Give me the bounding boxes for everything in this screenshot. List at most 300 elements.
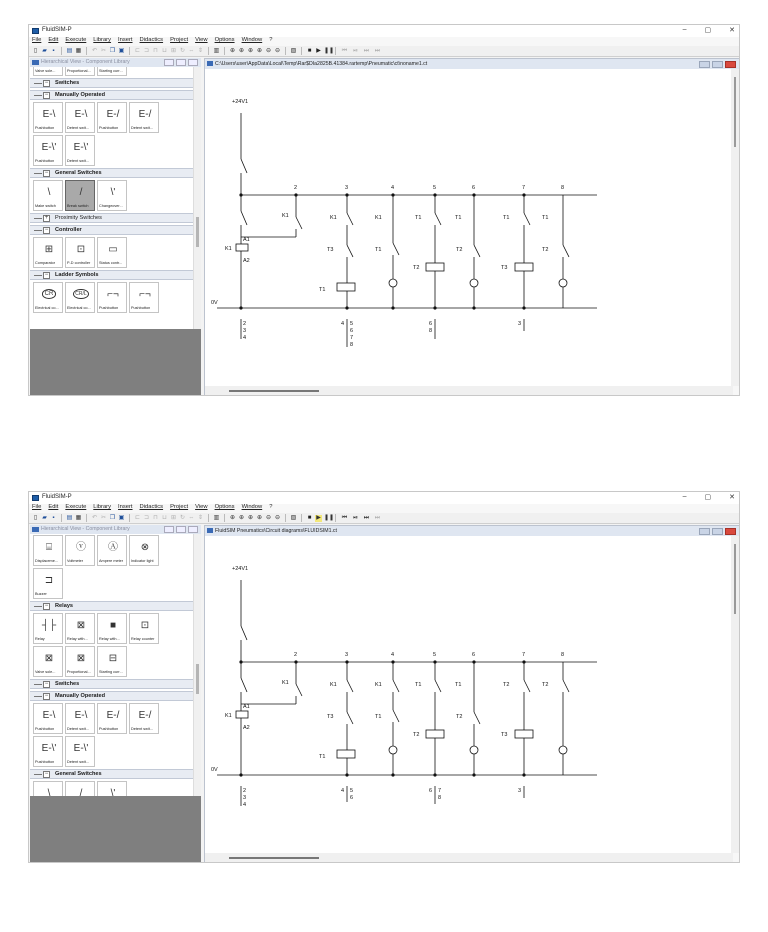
pid-controller-icon: ⊡ [76,244,86,255]
rung-number: 8 [561,185,565,191]
electrical-coil-tile[interactable]: CR/L Electrical co... [65,282,95,313]
circuit-file-path: FluidSIM Pneumatics\Circuit diagrams\FLUIDSIM1.ct [215,528,337,534]
open-icon[interactable]: ▰ [42,514,47,521]
pushbutton-tile[interactable]: E-/ Pushbutton [97,703,127,734]
menu-window[interactable]: Window [241,504,263,510]
single-step-icon[interactable]: ⏯ [353,47,358,54]
starting-current-icon: ⊟ [108,653,118,664]
circuit-doc-icon [207,61,213,66]
displacement-icon: ⌸ [46,542,52,553]
detent-switch-icon: E-\ [74,109,88,120]
toolbar-separator [129,47,130,55]
timer-label-t2: T2 [413,265,420,271]
ampere-meter-icon: Ⓐ [108,542,118,553]
electrical-coil-tile[interactable]: CR Electrical co... [33,282,63,313]
library-title-bar [30,58,201,67]
library-section-ladder[interactable]: − Ladder Symbols [30,270,193,280]
copy-icon[interactable]: ❐ [109,514,116,521]
single-step-icon[interactable]: ⏯ [353,514,358,521]
pushbutton-changeover-tile[interactable]: E-\' Pushbutton [33,135,63,166]
pushbutton-break-icon: E-/ [106,710,120,721]
library-section-relays[interactable]: − Relays [30,601,193,611]
coil-label-k1: K1 [225,713,232,719]
align-center-icon[interactable]: ⊐ [143,47,150,54]
zoom-previous-icon[interactable]: ⊖ [274,514,281,521]
flip-icon[interactable]: ⇔ [188,47,195,54]
maximize-button[interactable]: ▢ [704,27,712,34]
cross-ref: 4 [243,335,247,341]
check-drawing-icon[interactable]: ▧ [290,47,297,54]
buzzer-icon: ⊐ [44,575,54,586]
cross-ref: 7 [438,788,442,794]
rung-number: 4 [391,185,395,191]
app-icon [32,495,39,501]
step-mode-icon[interactable]: ⏭ [374,47,381,54]
break-switch-tile[interactable] [65,781,95,796]
align-bottom-icon[interactable]: ⊔ [162,514,167,521]
align-bottom-icon[interactable]: ⊔ [162,47,167,54]
library-tile[interactable]: Valve sole... [33,67,63,76]
status-controller-icon: ▭ [108,244,118,255]
break-switch-tile[interactable]: / Break switch [65,180,95,211]
library-minimize-button[interactable] [164,526,174,533]
preview-icon[interactable]: ▤ [66,47,73,54]
library-tile[interactable]: Proportional... [65,67,95,76]
comparator-tile[interactable]: ⊞ Comparator [33,237,63,268]
paste-icon[interactable]: ▣ [118,514,125,521]
make-switch-icon: \ [47,187,51,198]
simulate-until-state-icon[interactable]: ⏭ [363,47,370,54]
component-library-panel [30,58,201,396]
contact-label-k1: K1 [330,682,337,688]
menu-execute[interactable]: Execute [65,504,87,510]
zoom-fit-icon[interactable]: ⊕ [238,514,245,521]
zoom-window-icon[interactable]: ⊕ [247,514,254,521]
cross-ref: 4 [243,802,247,808]
menu-bar [29,37,739,46]
valve-solenoid-icon: ⊠ [44,653,54,664]
menu-view[interactable]: View [195,37,208,43]
circuit-canvas[interactable] [205,69,733,386]
toolbar-separator [208,514,209,522]
library-minimize-button[interactable] [164,59,174,66]
rotate-icon[interactable]: ↻ [179,47,186,54]
title-bar [29,492,739,504]
buzzer-tile[interactable]: ⊐ Buzzer [33,568,63,599]
contact-label-k1: K1 [330,215,337,221]
pause-icon[interactable]: ❚❚ [324,47,335,54]
library-icon [32,60,39,65]
library-section-general-switches[interactable]: − General Switches [30,168,193,178]
ladder-diagram [205,69,733,386]
comparator-icon: ⊞ [44,244,54,255]
coil-terminal-a2: A2 [243,258,250,264]
rung-number: 2 [294,652,298,658]
rung-number: 8 [561,652,565,658]
circuit-title-bar [205,526,739,536]
reset-icon[interactable]: ⏮ [341,47,348,54]
cross-ref: 6 [350,328,354,334]
grid-icon[interactable]: ⊞ [170,514,177,521]
save-icon[interactable]: ▪ [52,514,55,521]
menu-help[interactable]: ? [269,504,273,510]
circuit-restore-button[interactable] [712,528,723,535]
library-scrollbar[interactable] [193,534,201,796]
pushbutton-icon: E-\ [42,710,56,721]
break-switch-icon: / [79,788,83,796]
break-switch-icon: / [79,187,83,198]
cross-ref: 3 [518,788,522,794]
cross-ref: 2 [243,321,247,327]
timer-label-t3: T3 [501,732,508,738]
library-empty-area [30,796,201,863]
library-restore-button[interactable] [176,526,186,533]
relay-on-delay-icon: ⊠ [76,620,86,631]
library-section-manually-operated[interactable]: − Manually Operated [30,90,193,100]
contact-label-t1: T1 [542,215,549,221]
minimize-button[interactable]: – [682,26,687,33]
contact-label-t1: T1 [455,215,462,221]
pushbutton-ladder-tile[interactable]: ⌐¬ Pushbutton [129,282,159,313]
indicator-light-tile[interactable]: ⊗ Indicator light [129,535,159,566]
cross-ref: 5 [350,321,354,327]
library-restore-button[interactable] [176,59,186,66]
relay-switch-off-delay-tile[interactable]: ■ Relay with... [97,613,127,644]
library-section-proximity[interactable]: + Proximity Switches [30,213,193,223]
cross-ref: 6 [429,788,433,794]
pushbutton-tile[interactable]: E-/ Pushbutton [97,102,127,133]
detent-switch-break-icon: E-/ [138,710,152,721]
rotate-icon[interactable]: ↻ [179,514,186,521]
timer-label-t1: T1 [319,287,326,293]
circuit-horizontal-scrollbar[interactable] [205,853,733,862]
menu-library[interactable]: Library [93,504,112,510]
properties-icon[interactable]: ▥ [213,514,220,521]
stop-icon[interactable]: ■ [307,514,312,521]
menu-bar [29,504,739,513]
component-library-panel [30,525,201,863]
cross-ref: 5 [350,788,354,794]
detent-changeover-icon: E-\' [73,743,89,754]
toolbar-separator [224,514,225,522]
rung-number: 5 [433,185,437,191]
title-bar [29,25,739,37]
displacement-tile[interactable]: ⌸ Displaceme... [33,535,63,566]
cut-icon[interactable]: ✂ [100,47,107,54]
toolbar-separator [301,514,302,522]
ladder-diagram [205,536,733,853]
timer-label-t1: T1 [319,754,326,760]
make-switch-tile[interactable] [33,781,63,796]
circuit-canvas[interactable] [205,536,733,853]
reset-icon[interactable]: ⏮ [341,514,348,521]
cross-ref: 6 [350,795,354,801]
new-icon[interactable]: ▯ [33,47,38,54]
menu-help[interactable]: ? [269,37,273,43]
toolbar-separator [208,47,209,55]
ladder-pushbutton-icon: ⌐¬ [139,289,151,300]
menu-insert[interactable]: Insert [118,37,133,43]
contact-label-k1: K1 [282,680,289,686]
zoom-out-icon[interactable]: ⊖ [265,514,272,521]
align-top-icon[interactable]: ⊓ [153,47,158,54]
coil-icon: CR [34,285,64,304]
contact-label-t2: T2 [456,247,463,253]
contact-label-t2: T2 [503,682,510,688]
menu-options[interactable]: Options [214,37,235,43]
simulate-until-state-icon[interactable]: ⏭ [363,514,370,521]
coil-label-k1: K1 [225,246,232,252]
menu-project[interactable]: Project [170,37,189,43]
rung-number: 6 [472,185,476,191]
properties-icon[interactable]: ▥ [213,47,220,54]
screenshot-2 [28,491,740,863]
circuit-minimize-button[interactable] [699,528,710,535]
preview-icon[interactable]: ▤ [66,514,73,521]
supply-label-0v: 0V [211,767,218,773]
pid-controller-tile[interactable]: ⊡ P-D controller [65,237,95,268]
zoom-out-icon[interactable]: ⊖ [265,47,272,54]
menu-execute[interactable]: Execute [65,37,87,43]
changeover-tile[interactable]: \' Changeover... [97,180,127,211]
pushbutton-tile[interactable]: E-\ Pushbutton [33,703,63,734]
rung-number: 3 [345,185,349,191]
contact-label-t1: T1 [375,247,382,253]
zoom-in-icon[interactable]: ⊕ [256,514,263,521]
library-scrollbar[interactable] [193,67,201,329]
cross-ref: 8 [350,342,354,348]
circuit-minimize-button[interactable] [699,61,710,68]
menu-library[interactable]: Library [93,37,112,43]
coil-terminal-a2: A2 [243,725,250,731]
make-switch-icon: \ [47,788,51,796]
pushbutton-changeover-tile[interactable]: E-\' Pushbutton [33,736,63,767]
undo-icon[interactable]: ↶ [91,47,98,54]
ladder-pushbutton-icon: ⌐¬ [107,289,119,300]
zoom-previous-icon[interactable]: ⊖ [274,47,281,54]
proportional-tile[interactable]: ⊠ Proportional... [65,646,95,677]
pushbutton-changeover-icon: E-\' [41,142,57,153]
close-button[interactable]: ✕ [729,494,735,501]
window-title: FluidSIM-P [42,494,72,500]
zoom-fit-icon[interactable]: ⊕ [238,47,245,54]
rung-number: 7 [522,652,526,658]
screenshot-1 [28,24,740,396]
indicator-light-icon: ⊗ [140,542,150,553]
menu-edit[interactable]: Edit [48,37,59,43]
copy-icon[interactable]: ❐ [109,47,116,54]
menu-project[interactable]: Project [170,504,189,510]
contact-label-k1: K1 [375,215,382,221]
open-icon[interactable]: ▰ [42,47,47,54]
circuit-vertical-scrollbar[interactable] [731,536,739,853]
menu-didactics[interactable]: Didactics [139,504,164,510]
toolbar-separator [335,514,336,522]
align-left-icon[interactable]: ⊏ [134,47,141,54]
toolbar-separator [86,47,87,55]
proportional-solenoid-icon: ⊠ [76,653,86,664]
cross-ref: 7 [350,335,354,341]
cut-icon[interactable]: ✂ [100,514,107,521]
cross-ref: 3 [518,321,522,327]
contact-label-k1: K1 [282,213,289,219]
coil-terminal-a1: A1 [243,704,250,710]
rung-number: 6 [472,652,476,658]
app-icon [32,28,39,34]
menu-insert[interactable]: Insert [118,504,133,510]
detent-changeover-icon: E-\' [73,142,89,153]
relay-off-delay-icon: ■ [109,620,117,631]
contact-label-t2: T2 [542,247,549,253]
library-section-switches[interactable]: − Switches [30,78,193,88]
menu-edit[interactable]: Edit [48,504,59,510]
detent-changeover-tile[interactable]: E-\' Detent swit... [65,135,95,166]
zoom-original-icon[interactable]: ⊕ [229,514,236,521]
cross-ref: 2 [243,788,247,794]
circuit-close-button[interactable] [725,528,736,535]
check-drawing-icon[interactable]: ▧ [290,514,297,521]
library-section-switches[interactable]: − Switches [30,679,193,689]
circuit-vertical-scrollbar[interactable] [731,69,739,386]
toolbar-separator [129,514,130,522]
cross-ref: 3 [243,795,247,801]
step-mode-icon[interactable]: ⏭ [374,514,381,521]
starting-current-tile[interactable]: ⊟ Starting curr... [97,646,127,677]
library-section-controller[interactable]: − Controller [30,225,193,235]
relay-counter-tile[interactable]: ⊡ Relay counter [129,613,159,644]
menu-options[interactable]: Options [214,504,235,510]
rung-number: 4 [391,652,395,658]
relay-tile[interactable]: ┤├ Relay [33,613,63,644]
toolbar-separator [61,514,62,522]
detent-switch-tile[interactable]: E-\ Detent swit... [65,703,95,734]
menu-file[interactable]: File [32,504,42,510]
flip-icon[interactable]: ⇔ [188,514,195,521]
toolbar [29,513,739,524]
toolbar-separator [335,47,336,55]
toolbar-separator [301,47,302,55]
library-tree [30,67,193,329]
cross-ref: 6 [429,321,433,327]
relay-icon: ┤├ [41,620,57,631]
minimize-button[interactable]: – [682,493,687,500]
detent-switch-tile[interactable]: E-/ Detent swit... [129,102,159,133]
pushbutton-changeover-icon: E-\' [41,743,57,754]
toolbar-separator [86,514,87,522]
print-icon[interactable]: ▦ [75,47,82,54]
rung-number: 7 [522,185,526,191]
align-top-icon[interactable]: ⊓ [153,514,158,521]
detent-switch-icon: E-\ [74,710,88,721]
cross-ref: 4 [341,321,345,327]
contact-label-t1: T1 [415,682,422,688]
maximize-button[interactable]: ▢ [704,494,712,501]
save-icon[interactable]: ▪ [52,47,55,54]
contact-label-t1: T1 [503,215,510,221]
align-left-icon[interactable]: ⊏ [134,514,141,521]
circuit-close-button[interactable] [725,61,736,68]
pushbutton-tile[interactable]: E-\ Pushbutton [33,102,63,133]
mirror-icon[interactable]: ⇕ [197,514,204,521]
menu-window[interactable]: Window [241,37,263,43]
contact-label-k1: K1 [375,682,382,688]
toolbar-separator [285,47,286,55]
changeover-tile[interactable] [97,781,127,796]
supply-number: 1 [245,566,249,572]
contact-label-t2: T2 [542,682,549,688]
paste-icon[interactable]: ▣ [118,47,125,54]
toolbar-separator [224,47,225,55]
align-center-icon[interactable]: ⊐ [143,514,150,521]
cross-ref: 8 [429,328,433,334]
zoom-window-icon[interactable]: ⊕ [247,47,254,54]
library-tile[interactable]: Starting curr... [97,67,127,76]
undo-icon[interactable]: ↶ [91,514,98,521]
rung-number: 2 [294,185,298,191]
pushbutton-ladder-tile[interactable]: ⌐¬ Pushbutton [97,282,127,313]
valve-solenoid-tile[interactable]: ⊠ Valve sole... [33,646,63,677]
library-section-general-switches[interactable]: − General Switches [30,769,193,779]
circuit-horizontal-scrollbar[interactable] [205,386,733,395]
changeover-switch-icon: \' [110,187,116,198]
make-switch-tile[interactable]: \ Make switch [33,180,63,211]
print-icon[interactable]: ▦ [75,514,82,521]
circuit-restore-button[interactable] [712,61,723,68]
relay-switch-on-delay-tile[interactable]: ⊠ Relay with... [65,613,95,644]
timer-label-t3: T3 [501,265,508,271]
timer-label-t2: T2 [413,732,420,738]
contact-label-t1: T1 [375,714,382,720]
library-tree [30,534,193,796]
pause-icon[interactable]: ❚❚ [324,514,335,521]
supply-label-0v: 0V [211,300,218,306]
contact-label-t3: T3 [327,247,334,253]
library-close-button[interactable] [188,526,198,533]
detent-changeover-tile[interactable]: E-\' Detent swit... [65,736,95,767]
menu-view[interactable]: View [195,504,208,510]
start-icon[interactable]: ▶ [316,47,321,54]
detent-switch-break-icon: E-/ [138,109,152,120]
library-section-manually-operated[interactable]: − Manually Operated [30,691,193,701]
status-controller-tile[interactable]: ▭ Status contr... [97,237,127,268]
menu-file[interactable]: File [32,37,42,43]
library-title: Hierarchical View - Component Library [41,526,130,532]
zoom-in-icon[interactable]: ⊕ [256,47,263,54]
grid-icon[interactable]: ⊞ [170,47,177,54]
cross-ref: 4 [341,788,345,794]
library-close-button[interactable] [188,59,198,66]
rung-number: 5 [433,652,437,658]
pushbutton-icon: E-\ [42,109,56,120]
stop-icon[interactable]: ■ [307,47,312,54]
supply-label-24v: +24V [232,99,245,105]
detent-switch-tile[interactable]: E-\ Detent swit... [65,102,95,133]
ampere-meter-tile[interactable]: Ⓐ Ampere meter [97,535,127,566]
close-button[interactable]: ✕ [729,27,735,34]
coil-latch-icon: CR/L [75,291,87,297]
start-icon-active[interactable]: ▶ [316,514,321,521]
menu-didactics[interactable]: Didactics [139,37,164,43]
detent-switch-tile[interactable]: E-/ Detent swit... [129,703,159,734]
contact-label-t1: T1 [455,682,462,688]
new-icon[interactable]: ▯ [33,514,38,521]
voltmeter-tile[interactable]: ⓥ Voltmeter [65,535,95,566]
zoom-original-icon[interactable]: ⊕ [229,47,236,54]
library-icon [32,527,39,532]
voltmeter-icon: ⓥ [76,542,86,553]
mirror-icon[interactable]: ⇕ [197,47,204,54]
rung-number: 3 [345,652,349,658]
